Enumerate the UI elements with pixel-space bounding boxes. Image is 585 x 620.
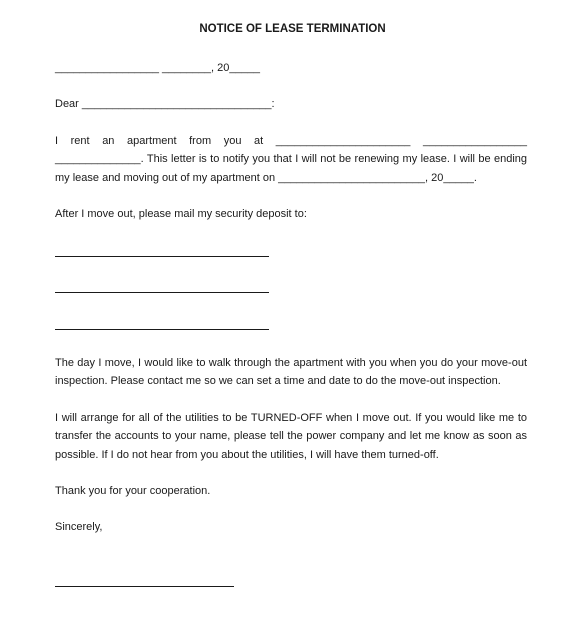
para3-line3: possible. If I do not hear from you about the utilities, I will have them turned-off.: [55, 449, 439, 461]
para2-line1: The day I move, I would like to walk through the apartment with you when you do your move-out: [55, 357, 527, 369]
document-title: NOTICE OF LEASE TERMINATION: [199, 23, 386, 35]
para3-line1: I will arrange for all of the utilities to be TURNED-OFF when I move out. If you would like me to: [55, 412, 527, 424]
para1-line3: my lease and moving out of my apartment on ________________________, 20_____.: [55, 172, 477, 184]
address-line-1: [55, 256, 269, 257]
date-line: _________________ ________, 20_____: [55, 62, 260, 74]
para3-line2: transfer the accounts to your name, please tell the power company and let me know as soon as: [55, 430, 527, 442]
address-line-3: [55, 329, 269, 330]
thanks-line: Thank you for your cooperation.: [55, 485, 211, 497]
signature-line: [55, 586, 234, 587]
forwarding-intro: After I move out, please mail my security deposit to:: [55, 208, 307, 220]
address-line-2: [55, 292, 269, 293]
closing-line: Sincerely,: [55, 521, 103, 533]
para1-line2: ______________. This letter is to notify you that I will not be renewing my lease. I will be ending: [55, 153, 527, 165]
para1-line1: I rent an apartment from you at ______________________ _________________: [55, 135, 527, 147]
para2-line2: inspection. Please contact me so we can set a time and date to do the move-out inspection.: [55, 375, 501, 387]
salutation: Dear _______________________________:: [55, 98, 275, 110]
